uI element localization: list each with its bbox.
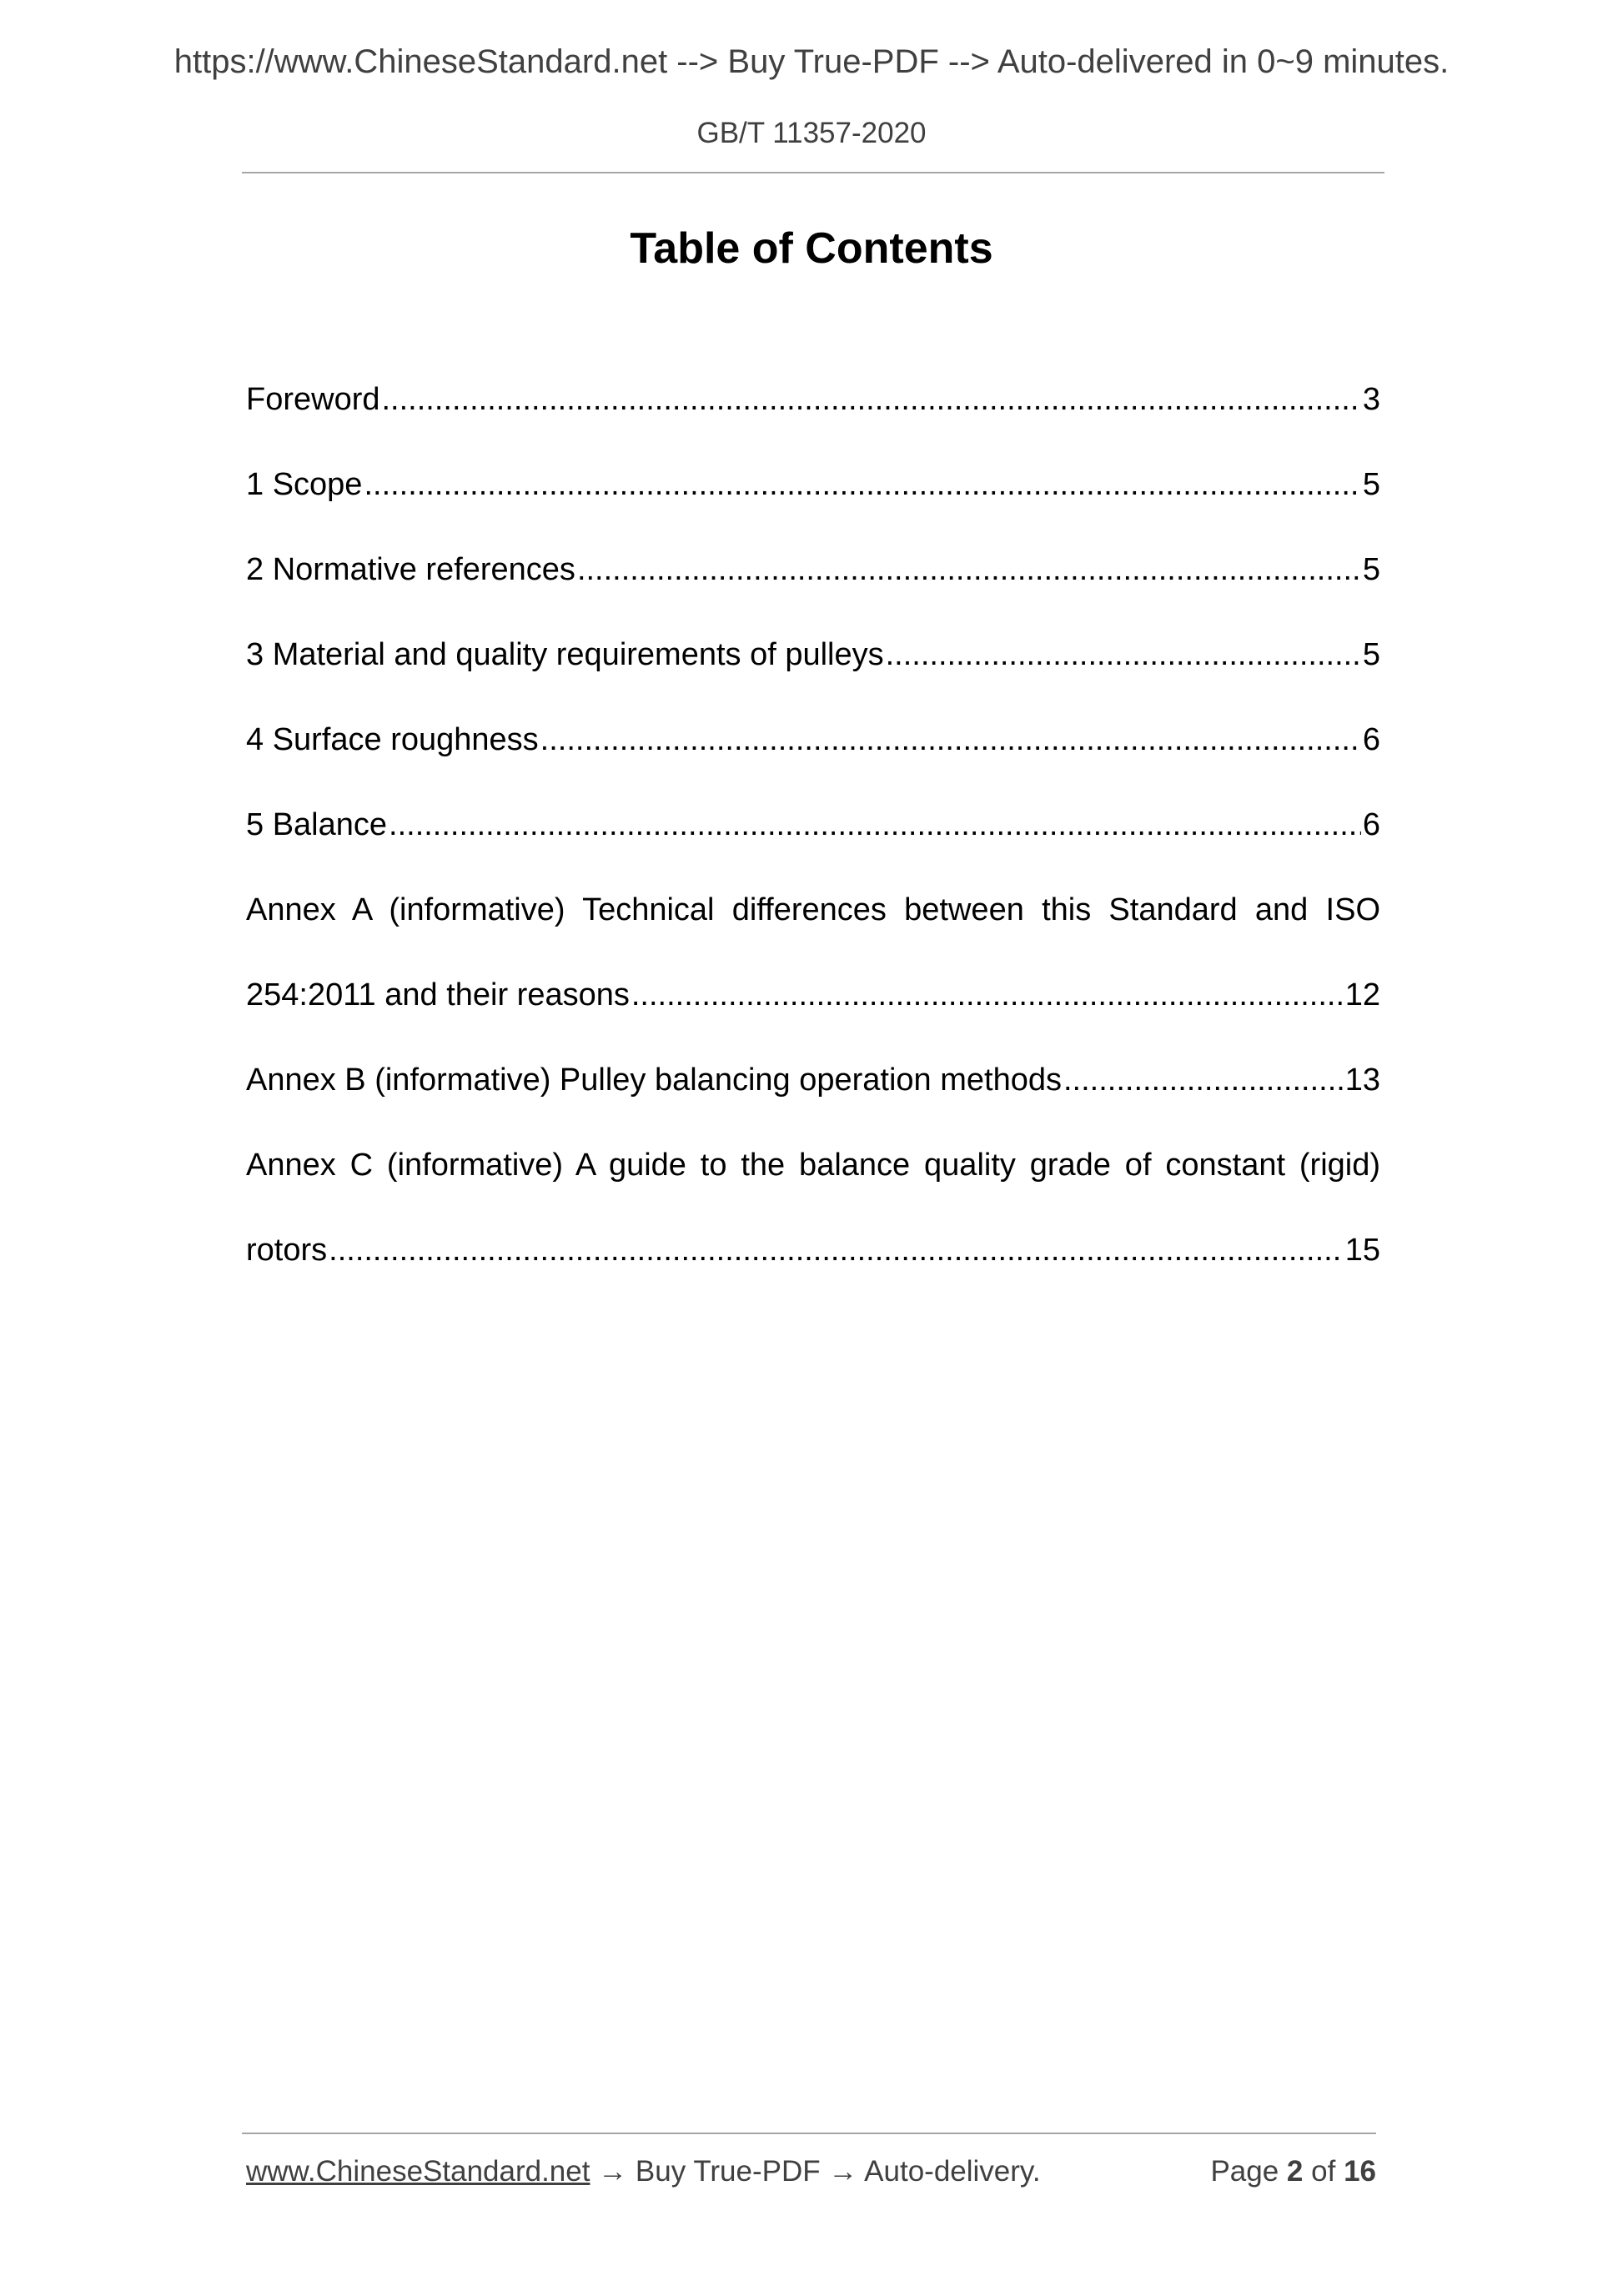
toc-dot-leader bbox=[577, 527, 1361, 612]
page-current: 2 bbox=[1286, 2155, 1304, 2188]
toc-entry-annex-b[interactable] bbox=[246, 1037, 1380, 1123]
toc-entry-annex-a-line2[interactable] bbox=[246, 952, 1380, 1037]
toc-page-number: 5 bbox=[1362, 552, 1380, 587]
toc-dot-leader bbox=[389, 782, 1361, 867]
page-indicator bbox=[1210, 2155, 1376, 2188]
toc-entry-label: 3 Material and quality requirements of pulleys bbox=[246, 637, 884, 672]
toc-dot-leader bbox=[1063, 1037, 1344, 1123]
toc-page-number: 12 bbox=[1344, 977, 1380, 1012]
toc-dot-leader bbox=[540, 697, 1361, 782]
table-of-contents bbox=[246, 357, 1380, 1293]
toc-entry-annex-c-line1[interactable]: Annex C (informative) A guide to the balance quality grade of constant (rigid) bbox=[246, 1148, 1380, 1183]
footer-website-link[interactable]: www.ChineseStandard.net bbox=[246, 2155, 590, 2188]
toc-page-number: 6 bbox=[1362, 722, 1380, 757]
toc-page-number: 5 bbox=[1362, 637, 1380, 672]
toc-page-number: 15 bbox=[1344, 1233, 1380, 1268]
toc-page-number: 6 bbox=[1362, 807, 1380, 842]
toc-dot-leader bbox=[329, 1208, 1344, 1293]
toc-entry-surface-roughness[interactable] bbox=[246, 697, 1380, 782]
page-title: Table of Contents bbox=[630, 224, 993, 273]
toc-entry-label: 2 Normative references bbox=[246, 552, 575, 587]
toc-entry-annex-c-line2[interactable] bbox=[246, 1208, 1380, 1293]
toc-entry-label: 1 Scope bbox=[246, 467, 363, 502]
toc-entry-label: 5 Balance bbox=[246, 807, 388, 842]
toc-entry-label: Foreword bbox=[246, 382, 380, 417]
toc-page-number: 5 bbox=[1362, 467, 1380, 502]
footer-tagline: → Buy True-PDF → Auto-delivery. bbox=[590, 2155, 1041, 2188]
page-total: 16 bbox=[1344, 2155, 1376, 2188]
toc-entry-label: rotors bbox=[246, 1233, 328, 1268]
footer-left bbox=[246, 2155, 1041, 2188]
toc-dot-leader bbox=[382, 357, 1361, 442]
toc-entry-balance[interactable] bbox=[246, 782, 1380, 867]
top-banner: https://www.ChineseStandard.net --> Buy True-PDF --> Auto-delivered in 0~9 minutes. bbox=[173, 43, 1450, 80]
page-label: Page bbox=[1210, 2155, 1279, 2188]
toc-entry-label: 4 Surface roughness bbox=[246, 722, 539, 757]
toc-entry-label: Annex B (informative) Pulley balancing operation methods bbox=[246, 1063, 1062, 1098]
toc-entry-material-quality[interactable] bbox=[246, 612, 1380, 697]
toc-page-number: 3 bbox=[1362, 382, 1380, 417]
footer-divider bbox=[242, 2133, 1376, 2134]
page-of-label: of bbox=[1311, 2155, 1336, 2188]
toc-entry-foreword[interactable] bbox=[246, 357, 1380, 442]
toc-entry-normative-references[interactable] bbox=[246, 527, 1380, 612]
toc-entry-label: 254:2011 and their reasons bbox=[246, 977, 630, 1012]
toc-entry-scope[interactable] bbox=[246, 442, 1380, 527]
toc-page-number: 13 bbox=[1344, 1063, 1380, 1098]
toc-dot-leader bbox=[886, 612, 1361, 697]
toc-dot-leader bbox=[631, 952, 1344, 1037]
toc-dot-leader bbox=[364, 442, 1360, 527]
toc-entry-annex-a-line1[interactable]: Annex A (informative) Technical differences between this Standard and ISO bbox=[246, 892, 1380, 927]
document-code: GB/T 11357-2020 bbox=[696, 117, 927, 149]
header-divider bbox=[242, 172, 1384, 173]
